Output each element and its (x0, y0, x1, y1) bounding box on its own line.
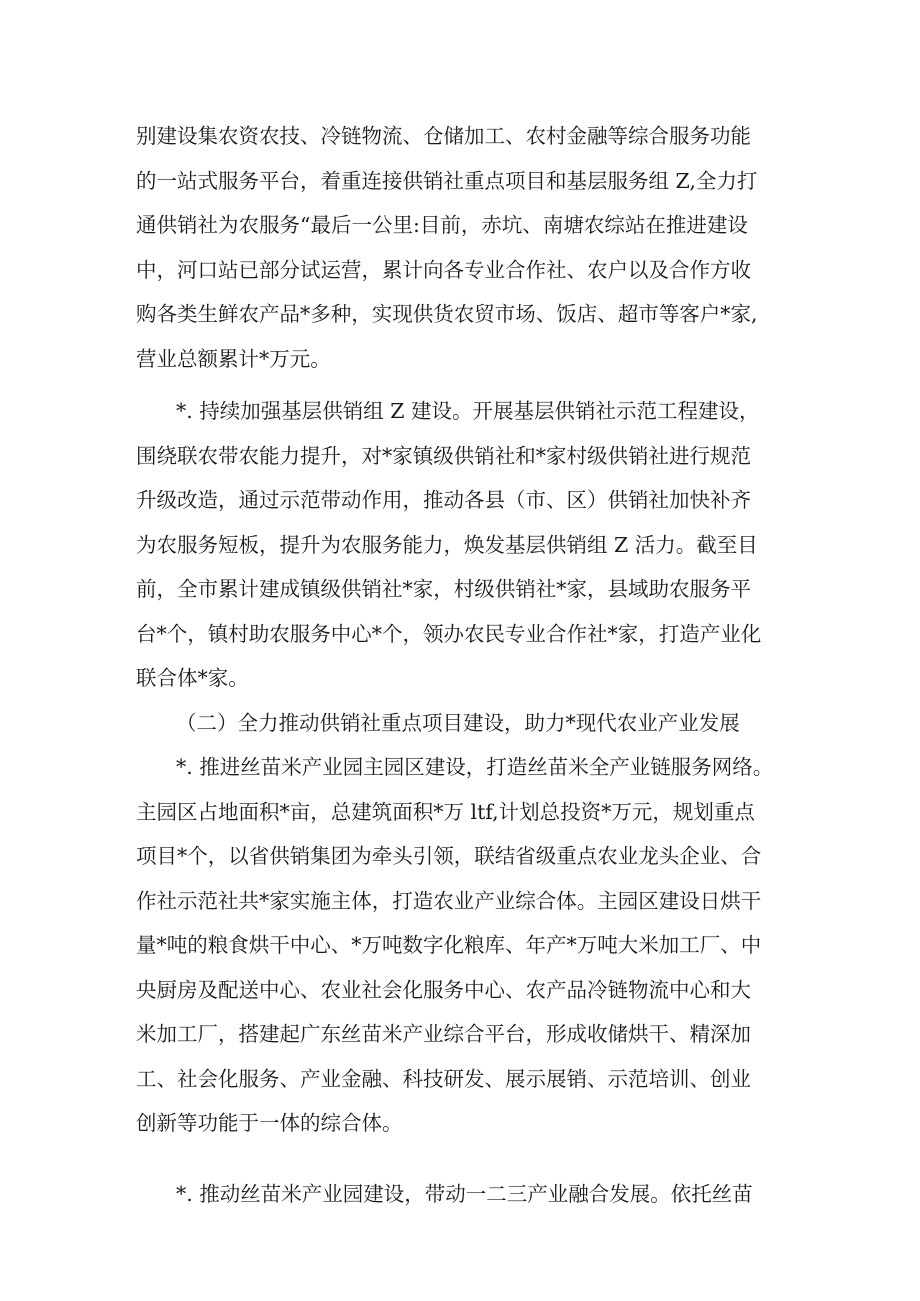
text-line: 主园区占地面积*亩，总建筑面积*万 ltf,计划总投资*万元，规划重点 (136, 799, 755, 824)
section-heading (136, 701, 796, 746)
document-body (136, 114, 796, 1216)
text-line: 营业总额累计*万元。 (136, 346, 331, 371)
text-line: 别建设集农资农技、冷链物流、仓储加工、农村金融等综合服务功能 (136, 124, 751, 148)
text-line: 央厨房及配送中心、农业社会化服务中心、农产品冷链物流中心和大 (136, 977, 751, 1002)
text-line: 升级改造，通过示范带动作用，推动各县（市、区）供销社加快补齐 (136, 488, 751, 512)
text-line: *. 持续加强基层供销组 Z 建设。开展基层供销社示范工程建设， (176, 399, 760, 423)
text-line: 购各类生鲜农产品*多种，实现供货农贸市场、饭店、超市等客户*家, (136, 302, 758, 326)
text-line: 创新等功能于一体的综合体。 (136, 1111, 403, 1135)
text-line: 为农服务短板，提升为农服务能力，焕发基层供销组 Z 活力。截至目 (136, 532, 758, 557)
text-line: 米加工厂，搭建起广东丝苗米产业综合平台，形成收储烘干、精深加 (136, 1022, 751, 1046)
text-line: 前，全市累计建成镇级供销社*家，村级供销社*家，县域助农服务平 (136, 577, 751, 601)
text-line: 工、社会化服务、产业金融、科技研发、展示展销、示范培训、创业 (136, 1066, 751, 1091)
text-line: 联合体*家。 (136, 666, 249, 690)
text-line: 通供销社为农服务“最后一公里:目前，赤坑、南塘农综站在推进建设 (136, 213, 748, 237)
text-line: 台*个，镇村助农服务中心*个，领办农民专业合作社*家，打造产业化 (136, 621, 762, 646)
text-line: *. 推进丝苗米产业园主园区建设，打造丝苗米全产业链服务网络。 (176, 755, 774, 779)
text-line: 的一站式服务平台，着重连接供销社重点项目和基层服务组 Z,全力打 (136, 168, 758, 193)
text-line: 围绕联农带农能力提升，对*家镇级供销社和*家村级供销社进行规范 (136, 443, 751, 468)
paragraph-service-platform (136, 114, 796, 381)
text-line: 作社示范社共*家实施主体，打造农业产业综合体。主园区建设日烘干 (136, 888, 762, 913)
paragraph-integration (136, 1172, 796, 1217)
paragraph-grassroots-coops (136, 389, 796, 701)
text-line: *. 推动丝苗米产业园建设，带动一二三产业融合发展。依托丝苗 (176, 1181, 753, 1206)
text-line: 中，河口站已部分试运营，累计向各专业合作社、农户以及合作方收 (136, 257, 751, 282)
text-line: 量*吨的粮食烘干中心、*万吨数字化粮库、年产*万吨大米加工厂、中 (136, 933, 762, 957)
section-heading-text: （二）全力推动供销社重点项目建设，助力*现代农业产业发展 (176, 710, 740, 735)
text-line: 项目*个，以省供销集团为牵头引领，联结省级重点农业龙头企业、合 (136, 844, 762, 868)
paragraph-industrial-park (136, 745, 796, 1146)
